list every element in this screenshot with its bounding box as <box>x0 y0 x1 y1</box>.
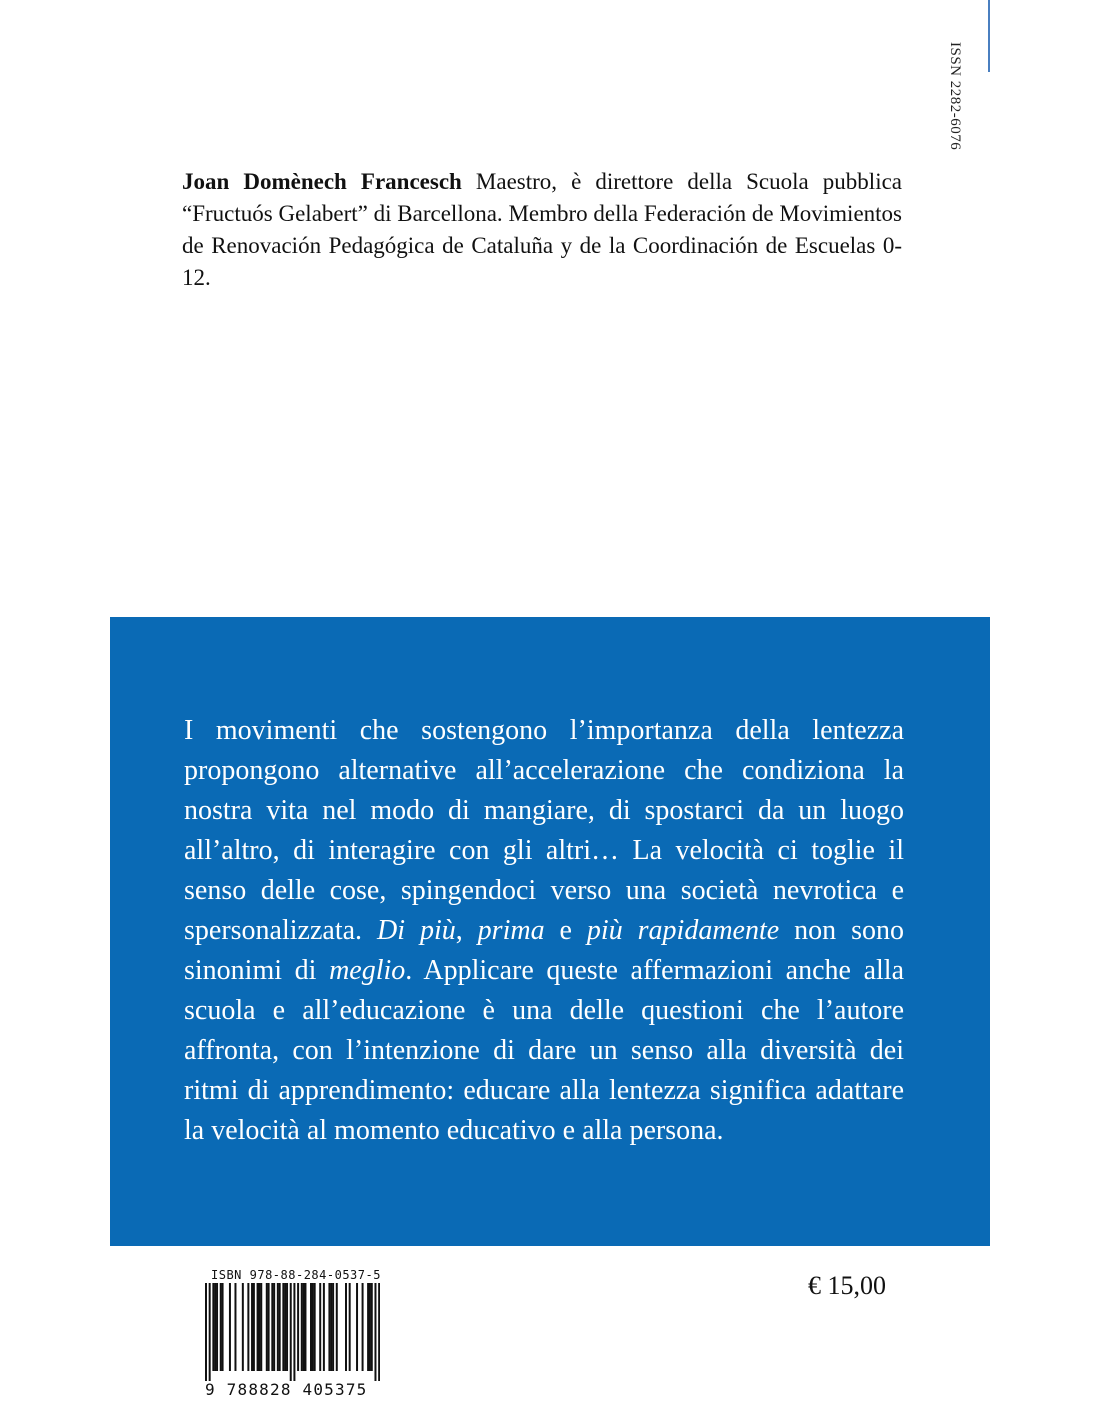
barcode-bar <box>293 1283 295 1381</box>
barcode-bar <box>273 1283 275 1371</box>
barcode-bar <box>319 1283 321 1371</box>
author-bio-text: Maestro, è direttore della Scuola pubblica “Fructuós Gelabert” di Barcellona. Membro della Federación de Movimientos de Renovación Pedagógica de Cataluña y de la Coordinación de Escuelas 0-12. <box>182 169 903 290</box>
barcode-bar <box>356 1283 358 1371</box>
barcode-bar <box>260 1283 262 1371</box>
barcode-digits: 9 788828 405375 <box>205 1380 368 1399</box>
barcode-bar <box>328 1283 330 1371</box>
barcode-bars <box>205 1283 380 1381</box>
blurb-part-2: . Applicare queste affermazioni anche alla scuola e all’educazione è una delle questioni che l’autore affronta, con l’intenzione di dare un senso alla diversità dei ritmi di apprendimento: educare alla lentezza significa adattare la velocità al momento educativo e alla persona. <box>184 955 905 1146</box>
barcode-bar <box>214 1283 216 1371</box>
blurb-separator-1: , <box>455 915 478 946</box>
barcode-bar <box>277 1283 279 1371</box>
barcode-bar <box>345 1283 347 1371</box>
blurb-emphasis-4: meglio <box>329 955 406 986</box>
barcode-bar <box>330 1283 332 1371</box>
barcode <box>205 1268 380 1408</box>
issn-label: ISSN 2282-6076 <box>947 42 963 151</box>
barcode-bar <box>268 1283 270 1371</box>
barcode-bar <box>374 1283 376 1381</box>
price-label: € 15,00 <box>808 1271 886 1300</box>
blurb-emphasis-1: Di più <box>376 915 456 946</box>
blurb-emphasis-3: più rapidamente <box>586 915 780 946</box>
barcode-bar <box>323 1283 325 1371</box>
blurb-text <box>184 711 904 1151</box>
barcode-bar <box>303 1283 305 1371</box>
barcode-bar <box>205 1283 207 1381</box>
barcode-bar <box>290 1283 292 1381</box>
barcode-bar <box>367 1283 369 1371</box>
barcode-bar <box>222 1283 224 1371</box>
barcode-bar <box>301 1283 303 1371</box>
barcode-bar <box>371 1283 373 1371</box>
barcode-bar <box>251 1283 253 1371</box>
barcode-bar <box>234 1283 236 1371</box>
barcode-bar <box>369 1283 371 1371</box>
author-bio <box>182 166 902 294</box>
barcode-bar <box>266 1283 268 1371</box>
barcode-bar <box>209 1283 211 1381</box>
barcode-bar <box>216 1283 218 1371</box>
barcode-isbn-label: ISBN 978-88-284-0537-5 <box>211 1268 381 1282</box>
barcode-bar <box>310 1283 312 1371</box>
barcode-bar <box>362 1283 364 1371</box>
barcode-bar <box>314 1283 316 1371</box>
barcode-bar <box>242 1283 244 1371</box>
barcode-bar <box>286 1283 288 1371</box>
author-name: Joan Domènech Francesch <box>182 169 462 194</box>
barcode-bar <box>247 1283 249 1371</box>
barcode-bar <box>297 1283 299 1371</box>
barcode-bar <box>284 1283 286 1371</box>
barcode-bar <box>312 1283 314 1371</box>
barcode-bar <box>271 1283 273 1371</box>
blurb-middle: non sono sinonimi di <box>184 915 904 986</box>
barcode-bar <box>253 1283 255 1371</box>
barcode-bar <box>378 1283 380 1381</box>
spine-guide-line <box>988 0 990 72</box>
blurb-box <box>110 617 990 1246</box>
blurb-separator-2: e <box>544 915 587 946</box>
barcode-bar <box>258 1283 260 1371</box>
blurb-emphasis-2: prima <box>477 915 545 946</box>
blurb-part-1: I movimenti che sostengono l’importanza della lentezza propongono alternative all’accelerazione che condiziona la nostra vita nel modo di mangiare, di spostarci da un luogo all’altro, di interagire con gli altri… La velocità ci toglie il senso delle cose, spingendoci verso una società nevrotica e spersonalizzata. <box>184 715 904 946</box>
barcode-bar <box>282 1283 284 1371</box>
barcode-bar <box>349 1283 351 1371</box>
barcode-bar <box>304 1283 306 1371</box>
barcode-bar <box>332 1283 334 1371</box>
barcode-bar <box>279 1283 281 1371</box>
barcode-bar <box>229 1283 231 1371</box>
barcode-bar <box>220 1283 222 1371</box>
barcode-bar <box>212 1283 214 1371</box>
barcode-bar <box>257 1283 259 1371</box>
barcode-bar <box>336 1283 338 1371</box>
